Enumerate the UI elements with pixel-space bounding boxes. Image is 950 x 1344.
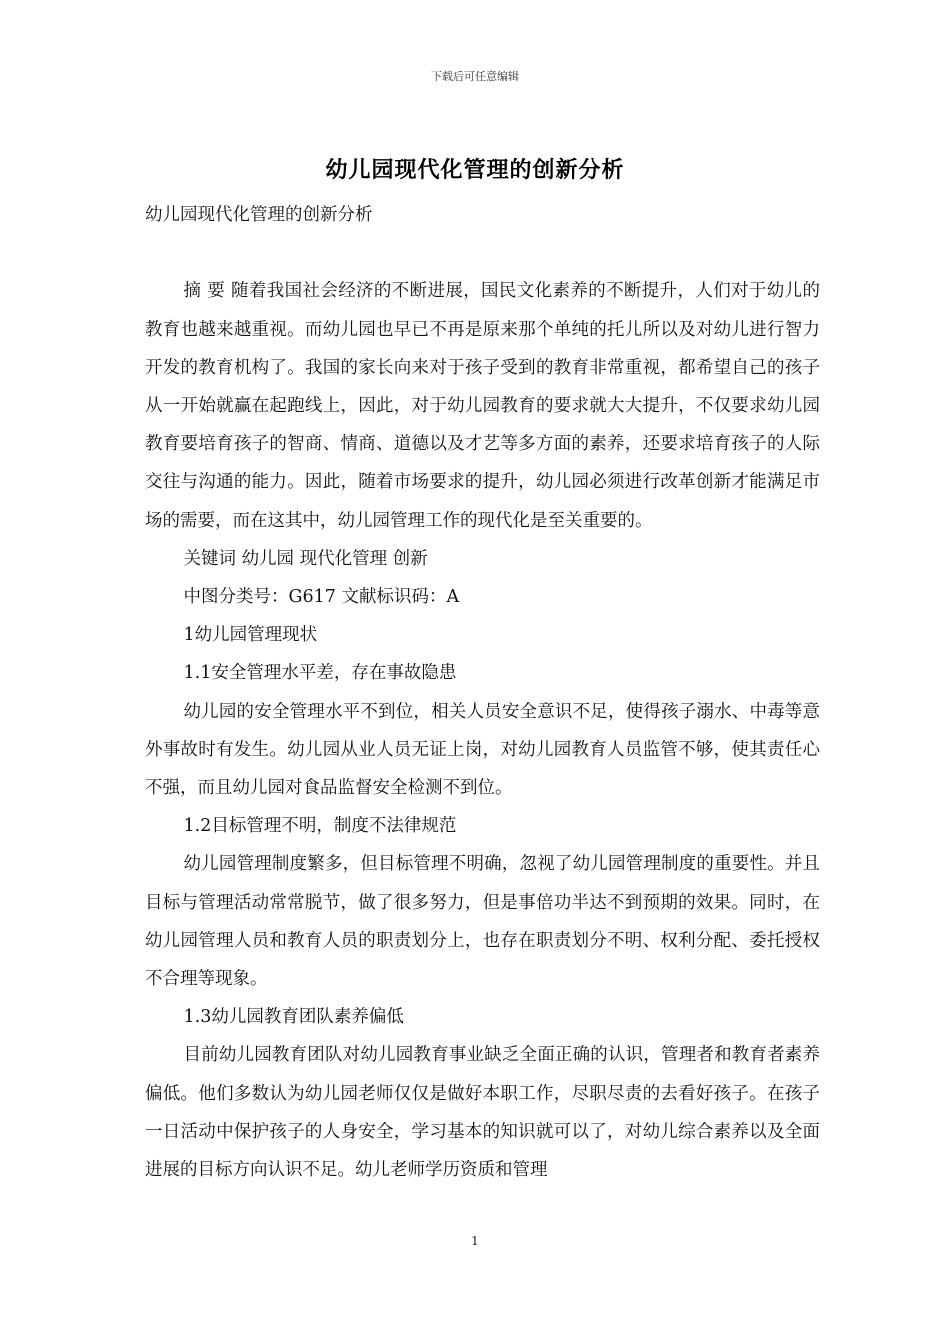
subsection-heading-1-1: 1.1安全管理水平差，存在事故隐患	[183, 663, 457, 684]
abstract-paragraph: 摘 要 随着我国社会经济的不断进展，国民文化素养的不断提升，人们对于幼儿的教育也越来越重视。而幼儿园也早已不再是原来那个单纯的托儿所以及对幼儿进行智力开发的教育机构了。我国的家长向来对于孩子受到的教育非常重视，都希望自己的孩子从一开始就赢在起跑线上，因此，对于幼儿园教育的要求就大大提升，不仅要求幼儿园教育要培育孩子的智商、情商、道德以及才艺等多方面的素养，还要求培育孩子的人际交往与沟通的能力。因此，随着市场要求的提升，幼儿园必须进行改革创新才能满足市场的需要，而在这其中，幼儿园管理工作的现代化是至关重要的。	[145, 281, 820, 531]
subsection-heading-1-3: 1.3幼儿园教育团队素养偏低	[183, 1007, 404, 1028]
body-paragraph: 幼儿园管理制度繁多，但目标管理不明确，忽视了幼儿园管理制度的重要性。并且目标与管理活动常常脱节，做了很多努力，但是事倍功半达不到预期的效果。同时，在幼儿园管理人员和教育人员的职责划分上，也存在职责划分不明、权利分配、委托授权不合理等现象。	[145, 854, 820, 990]
keywords-line: 关键词 幼儿园 现代化管理 创新	[183, 548, 428, 569]
body-paragraph: 幼儿园的安全管理水平不到位，相关人员安全意识不足，使得孩子溺水、中毒等意外事故时有发生。幼儿园从业人员无证上岗，对幼儿园教育人员监管不够，使其责任心不强，而且幼儿园对食品监督安全检测不到位。	[145, 701, 820, 799]
document-body	[145, 196, 820, 1189]
subsection-heading-1-2: 1.2目标管理不明，制度不法律规范	[183, 816, 457, 837]
body-paragraph: 目前幼儿园教育团队对幼儿园教育事业缺乏全面正确的认识，管理者和教育者素养偏低。他们多数认为幼儿园老师仅仅是做好本职工作，尽职尽责的去看好孩子。在孩子一日活动中保护孩子的人身安全，学习基本的知识就可以了，对幼儿综合素养以及全面进展的目标方向认识不足。幼儿老师学历资质和管理	[145, 1045, 820, 1181]
section-heading-1: 1幼儿园管理现状	[183, 625, 318, 646]
document-subtitle: 幼儿园现代化管理的创新分析	[145, 205, 373, 225]
page-number: 1	[471, 1234, 479, 1248]
classification-line: 中图分类号：G617 文献标识码：A	[183, 587, 460, 607]
blank-line	[145, 234, 820, 272]
header-note: 下载后可任意编辑	[431, 70, 519, 83]
document-title: 幼儿园现代化管理的创新分析	[325, 157, 625, 183]
